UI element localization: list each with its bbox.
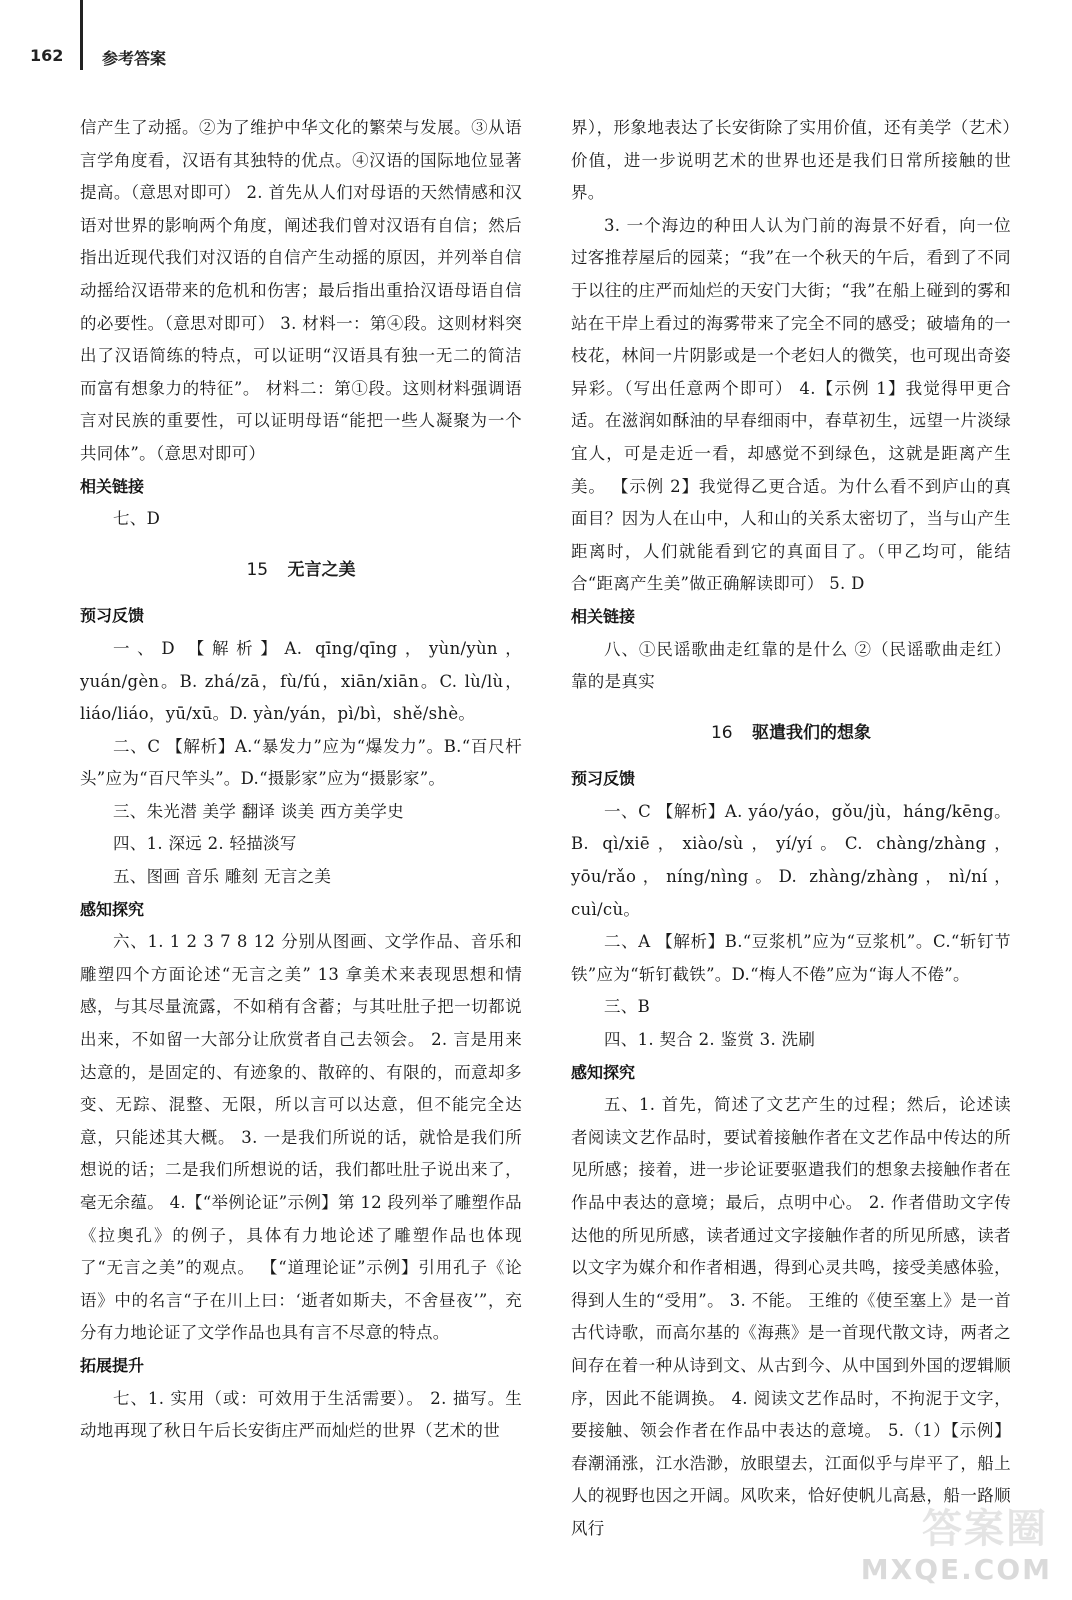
watermark-logo bbox=[802, 1506, 1052, 1586]
lesson-title-text: 驱遣我们的想象 bbox=[752, 722, 872, 743]
right-column bbox=[571, 112, 1011, 1546]
lesson-15-title bbox=[80, 554, 522, 587]
answer-3-to-5: 3. 一个海边的种田人认为门前的海景不好看，向一位过客推荐屋后的园菜；“我”在一个秋天的午后，看到了不同于以往的庄严而灿烂的天安门大街；“我”在船上碰到的雾和站在干岸上看过的海雾带来了完全不同的感受；破墙角的一枝花，林间一片阴影或是一个老妇人的微笑，也可现出奇姿异彩。（写出任意两个即可） 4.【示例 1】我觉得甲更合适。在滋润如酥油的早春细雨中，春草初生，远望一片淡绿宜人，可是走近一看，却感觉不到绿色，这就是距离产生美。 【示例 2】我觉得乙更合适。为什么看不到庐山的真面目？因为人在山中，人和山的关系太密切了，当与山产生距离时，人们就能看到它的真面目了。（甲乙均可，能结合“距离产生美”做正确解读即可） 5. D bbox=[571, 215, 1011, 594]
answer-five: 五、1. 首先，简述了文艺产生的过程；然后，论述读者阅读文艺作品时，要试着接触作者在文艺作品中传达的所见所感；接着，进一步论证要驱遣我们的想象去接触作者在作品中表达的意境；最后，点明中心。 2. 作者借助文字传达他的所见所感，读者通过文字接触作者的所见所感，读者以文字为媒介和作者相遇，得到心灵共鸣，接受美感体验，得到人生的“受用”。 3. 不能。 王维的《使至塞上》是一首古代诗歌，而高尔基的《海燕》是一首现代散文诗，两者之间存在着一种从诗到文、从古到今、从中国到外国的逻辑顺序，因此不能调换。 4. 阅读文艺作品时，不拘泥于文字，要接触、领会作者在作品中表达的意境。 5.（1）【示例】春潮涌涨，江水浩渺，放眼望去，江面似乎与岸平了，船上人的视野也因之开阔。风吹来，恰好使帆儿高悬，船一路顺风行 bbox=[571, 1095, 1011, 1538]
heading-related-links: 相关链接 bbox=[80, 476, 145, 496]
answer-three: 三、B bbox=[604, 997, 651, 1017]
heading-related-links: 相关链接 bbox=[571, 606, 636, 626]
heading-extension: 拓展提升 bbox=[80, 1355, 145, 1375]
paragraph-intro: 信产生了动摇。②为了维护中华文化的繁荣与发展。③从语言学角度看，汉语有其独特的优点。④汉语的国际地位显著提高。（意思对即可） 2. 首先从人们对母语的天然情感和汉语对世界的影响两个角度，阐述我们曾对汉语有自信；然后指出近现代我们对汉语的自信产生动摇的原因，并列举自信动摇给汉语带来的危机和伤害；最后指出重拾汉语母语自信的必要性。（意思对即可） 3. 材料一：第④段。这则材料突出了汉语简练的特点，可以证明“汉语具有独一无二的简洁而富有想象力的特征”。 材料二：第①段。这则材料强调语言对民族的重要性，可以证明母语“能把一些人凝聚为一个共同体”。（意思对即可） bbox=[80, 118, 522, 463]
watermark-cn-text: 答案圈 bbox=[922, 1506, 1048, 1552]
section-name: 参考答案 bbox=[102, 49, 167, 68]
answer-one: 一、C 【解析】A. yáo/yáo，gǒu/jù，háng/kēng。B. qì/xiē，xiào/sù，yí/yí。C. chàng/zhàng，yōu/rǎo，níng/nìng。D. zhàng/zhàng，nì/ní，cuì/cù。 bbox=[571, 801, 1011, 919]
heading-perception-explore: 感知探究 bbox=[80, 899, 145, 919]
answer-six: 六、1. 1 2 3 7 8 12 分别从图画、文学作品、音乐和雕塑四个方面论述“无言之美” 13 拿美术来表现思想和情感，与其尽量流露，不如稍有含蓄；与其吐肚子把一切都说出来，不如留一大部分让欣赏者自己去领会。 2. 言是用来达意的，是固定的、有迹象的、散碎的、有限的，而意却多变、无踪、混整、无限，所以言可以达意，但不能完全达意，只能述其大概。 3. 一是我们所说的话，就恰是我们所想说的话；二是我们所想说的话，我们都吐肚子说出来了，毫无余蕴。 4.【“举例论证”示例】第 12 段列举了雕塑作品《拉奥孔》的例子，具体有力地论述了雕塑作品也体现了“无言之美”的观点。 【“道理论证”示例】引用孔子《论语》中的名言“子在川上曰：‘逝者如斯夫，不舍昼夜’”，充分有力地论证了文学作品也具有言不尽意的特点。 bbox=[80, 932, 522, 1343]
answer-three: 三、朱光潜 美学 翻译 谈美 西方美学史 bbox=[113, 801, 404, 821]
answer-four: 四、1. 契合 2. 鉴赏 3. 洗刷 bbox=[604, 1030, 816, 1050]
lesson-title-text: 无言之美 bbox=[287, 559, 356, 580]
lesson-number: 15 bbox=[246, 559, 269, 580]
answer-two: 二、C 【解析】A.“暴发力”应为“爆发力”。B.“百尺杆头”应为“百尺竿头”。D.“摄影家”应为“摄影家”。 bbox=[80, 736, 522, 789]
paragraph-continued: 界），形象地表达了长安街除了实用价值，还有美学（艺术）价值，进一步说明艺术的世界也还是我们日常所接触的世界。 bbox=[571, 118, 1011, 203]
lesson-16-title bbox=[571, 717, 1011, 750]
watermark-url-text: MXQE.COM bbox=[860, 1553, 1052, 1586]
answer-four: 四、1. 深远 2. 轻描淡写 bbox=[113, 834, 297, 854]
page-number: 162 bbox=[30, 46, 64, 65]
answer-one: 一、D 【解析】A. qīng/qīng，yùn/yùn，yuán/gèn。B. zhá/zā，fù/fú，xiān/xiān。C. lù/lù，liáo/liáo，yū/xū。D. yàn/yán，pì/bì，shě/shè。 bbox=[80, 638, 522, 724]
header-divider bbox=[80, 0, 83, 70]
heading-perception-explore: 感知探究 bbox=[571, 1062, 636, 1082]
lesson-number: 16 bbox=[710, 722, 733, 743]
heading-preview-feedback: 预习反馈 bbox=[571, 769, 636, 789]
answer-eight-related: 八、①民谣歌曲走红靠的是什么 ②（民谣歌曲走红）靠的是真实 bbox=[571, 639, 1011, 692]
answer-two: 二、A 【解析】B.“豆浆机”应为“豆浆机”。C.“斩钉节铁”应为“斩钉截铁”。D.“梅人不倦”应为“诲人不倦”。 bbox=[571, 932, 1011, 984]
page-header bbox=[0, 0, 1072, 90]
answer-seven-related: 七、D bbox=[113, 509, 161, 529]
answer-seven: 七、1. 实用（或：可效用于生活需要）。 2. 描写。生动地再现了秋日午后长安街庄严而灿烂的世界（艺术的世 bbox=[80, 1388, 522, 1441]
heading-preview-feedback: 预习反馈 bbox=[80, 606, 145, 626]
answer-five: 五、图画 音乐 雕刻 无言之美 bbox=[113, 867, 332, 887]
left-column bbox=[80, 112, 522, 1448]
